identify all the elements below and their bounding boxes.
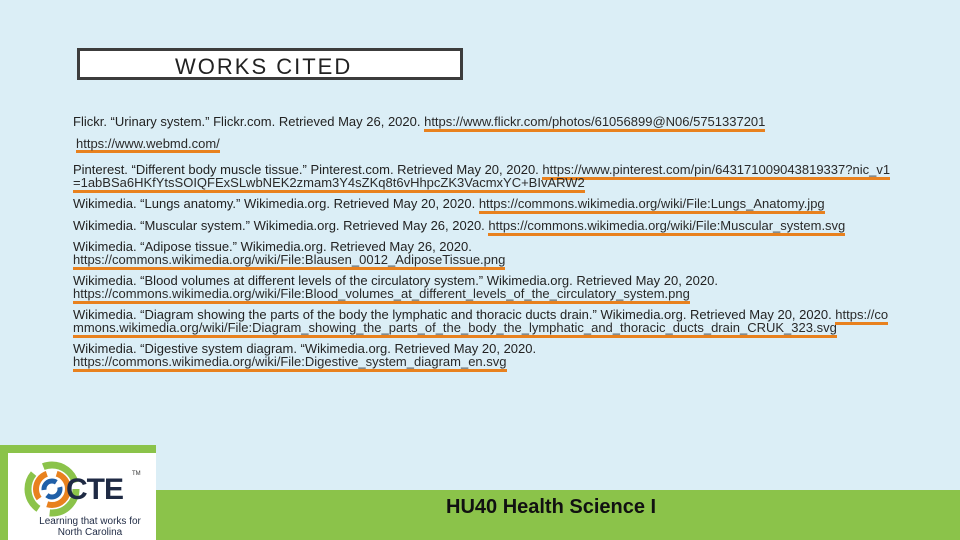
reference-item (73, 343, 891, 368)
logo-wordmark: CTE (66, 473, 123, 506)
reference-text: Wikimedia. “Lungs anatomy.” Wikimedia.org. Retrieved May 20, 2020. (73, 196, 479, 211)
reference-text: Wikimedia. “Digestive system diagram. “Wikimedia.org. Retrieved May 20, 2020. (73, 341, 537, 356)
reference-text: Flickr. “Urinary system.” Flickr.com. Retrieved May 26, 2020. (73, 114, 425, 129)
title-box (77, 48, 463, 80)
reference-link[interactable]: https://commons.wikimedia.org/wiki/File:Lungs_Anatomy.jpg (479, 196, 825, 214)
reference-item (73, 275, 891, 300)
reference-link[interactable]: https://commons.wikimedia.org/wiki/File:Muscular_system.svg (488, 218, 845, 236)
logo-panel (0, 445, 156, 540)
references-list (73, 116, 891, 377)
reference-link[interactable]: https://commons.wikimedia.org/wiki/File:Blausen_0012_AdiposeTissue.png (73, 252, 505, 270)
reference-link[interactable]: https://www.flickr.com/photos/61056899@N06/5751337201 (424, 114, 765, 132)
reference-text: Wikimedia. “Diagram showing the parts of the body the lymphatic and thoracic ducts drain.” Wikimedia.org. Retrieved May 20, 2020. (73, 307, 836, 322)
reference-item (73, 217, 891, 233)
reference-link[interactable]: https://www.pinterest.com/pin/643171009043819337?nic_v1=1abBSa6HKfYtsSOIQFExSLwbNEK2zmam3Y4sZKq8t6vHhpcZK3VacmxYC+BIvARW2 (73, 162, 890, 193)
reference-text: Wikimedia. “Blood volumes at different levels of the circulatory system.” Wikimedia.org. Retrieved May 20, 2020. (73, 273, 718, 288)
reference-item (73, 241, 891, 266)
reference-text: Wikimedia. “Muscular system.” Wikimedia.org. Retrieved May 26, 2020. (73, 217, 489, 233)
reference-link[interactable]: https://commons.wikimedia.org/wiki/File:Diagram_showing_the_parts_of_the_body_the_lymphatic_and_thoracic_ducts_drain_CRUK_323.svg (73, 307, 888, 338)
logo-trademark: TM (132, 471, 141, 477)
reference-text: Wikimedia. “Adipose tissue.” Wikimedia.org. Retrieved May 26, 2020. (73, 239, 472, 254)
reference-item (73, 164, 891, 189)
course-title: HU40 Health Science I (446, 496, 657, 518)
webmd-link[interactable]: https://www.webmd.com/ (76, 138, 220, 154)
reference-link[interactable]: https://commons.wikimedia.org/wiki/File:Blood_volumes_at_different_levels_of_the_circulatory_system.png (73, 286, 690, 304)
page-title: WORKS CITED (175, 54, 353, 79)
reference-link[interactable]: https://commons.wikimedia.org/wiki/File:Digestive_system_diagram_en.svg (73, 354, 507, 372)
logo-tagline: Learning that works for North Carolina (39, 516, 141, 538)
reference-item (73, 198, 891, 211)
reference-item (73, 135, 891, 156)
reference-text: Pinterest. “Different body muscle tissue.” Pinterest.com. Retrieved May 20, 2020. (73, 162, 543, 177)
reference-item (73, 116, 891, 129)
cte-logo (8, 453, 156, 540)
footer-bar (156, 490, 960, 540)
reference-item (73, 309, 891, 334)
